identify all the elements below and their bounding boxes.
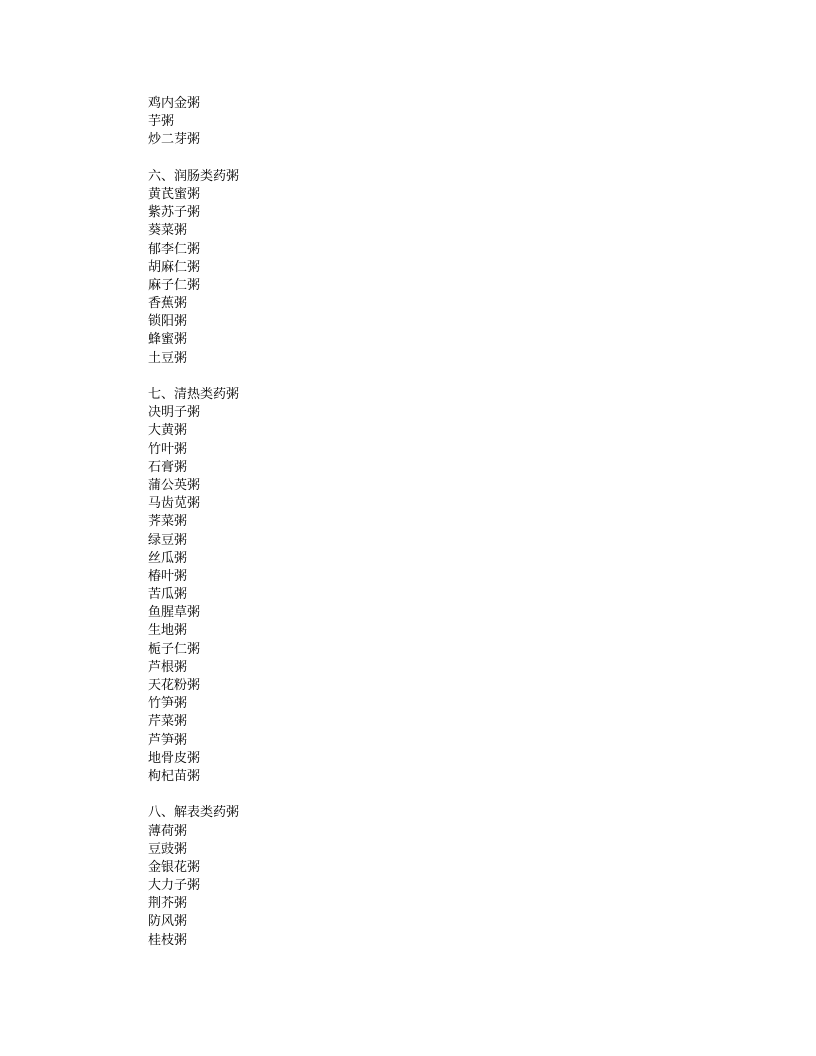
list-item: 绿豆粥 <box>148 532 188 548</box>
list-item: 防风粥 <box>148 914 188 930</box>
list-item: 薄荷粥 <box>148 823 188 839</box>
list-item: 土豆粥 <box>148 350 188 366</box>
list-item: 芦根粥 <box>148 659 188 675</box>
list-item: 大力子粥 <box>148 878 201 894</box>
list-item: 马齿苋粥 <box>148 496 201 512</box>
list-item: 鱼腥草粥 <box>148 605 201 621</box>
list-item: 葵菜粥 <box>148 223 188 239</box>
list-item: 郁李仁粥 <box>148 241 201 257</box>
list-item: 芹菜粥 <box>148 714 188 730</box>
list-item: 黄芪蜜粥 <box>148 186 201 202</box>
list-item: 天花粉粥 <box>148 678 201 693</box>
section-spacer <box>148 150 239 168</box>
list-item: 决明子粥 <box>148 405 201 421</box>
list-item: 栀子仁粥 <box>148 641 201 657</box>
list-item: 金银花粥 <box>148 859 201 875</box>
list-item: 鸡内金粥 <box>148 96 201 111</box>
section-qingre <box>148 386 239 786</box>
intro-list <box>148 95 239 150</box>
section-spacer <box>148 368 239 386</box>
section-heading: 八、解表类药粥 <box>148 805 240 821</box>
list-item: 蒲公英粥 <box>148 477 201 493</box>
list-item: 豆豉粥 <box>148 841 188 857</box>
list-item: 大黄粥 <box>148 423 188 439</box>
list-item: 蜂蜜粥 <box>148 332 188 348</box>
list-item: 丝瓜粥 <box>148 550 188 566</box>
list-item: 荠菜粥 <box>148 514 188 530</box>
section-jiebiao <box>148 804 239 950</box>
document-content <box>148 95 239 950</box>
section-spacer <box>148 786 239 804</box>
section-runchang <box>148 168 239 368</box>
list-item: 竹叶粥 <box>148 441 188 457</box>
list-item: 芋粥 <box>148 114 175 130</box>
list-item: 胡麻仁粥 <box>148 259 201 275</box>
list-item: 锁阳粥 <box>148 314 188 330</box>
section-heading: 七、清热类药粥 <box>148 387 240 402</box>
list-item: 生地粥 <box>148 623 188 639</box>
list-item: 苦瓜粥 <box>148 587 188 603</box>
list-item: 地骨皮粥 <box>148 750 201 766</box>
list-item: 荆芥粥 <box>148 896 188 912</box>
list-item: 竹笋粥 <box>148 696 188 712</box>
list-item: 香蕉粥 <box>148 296 188 312</box>
list-item: 桂枝粥 <box>148 932 188 948</box>
list-item: 椿叶粥 <box>148 568 188 584</box>
list-item: 石膏粥 <box>148 459 188 475</box>
list-item: 紫苏子粥 <box>148 205 201 221</box>
section-heading: 六、润肠类药粥 <box>148 168 240 184</box>
list-item: 麻子仁粥 <box>148 277 201 293</box>
list-item: 芦笋粥 <box>148 732 188 748</box>
list-item: 炒二芽粥 <box>148 132 201 148</box>
list-item: 枸杞苗粥 <box>148 768 201 784</box>
